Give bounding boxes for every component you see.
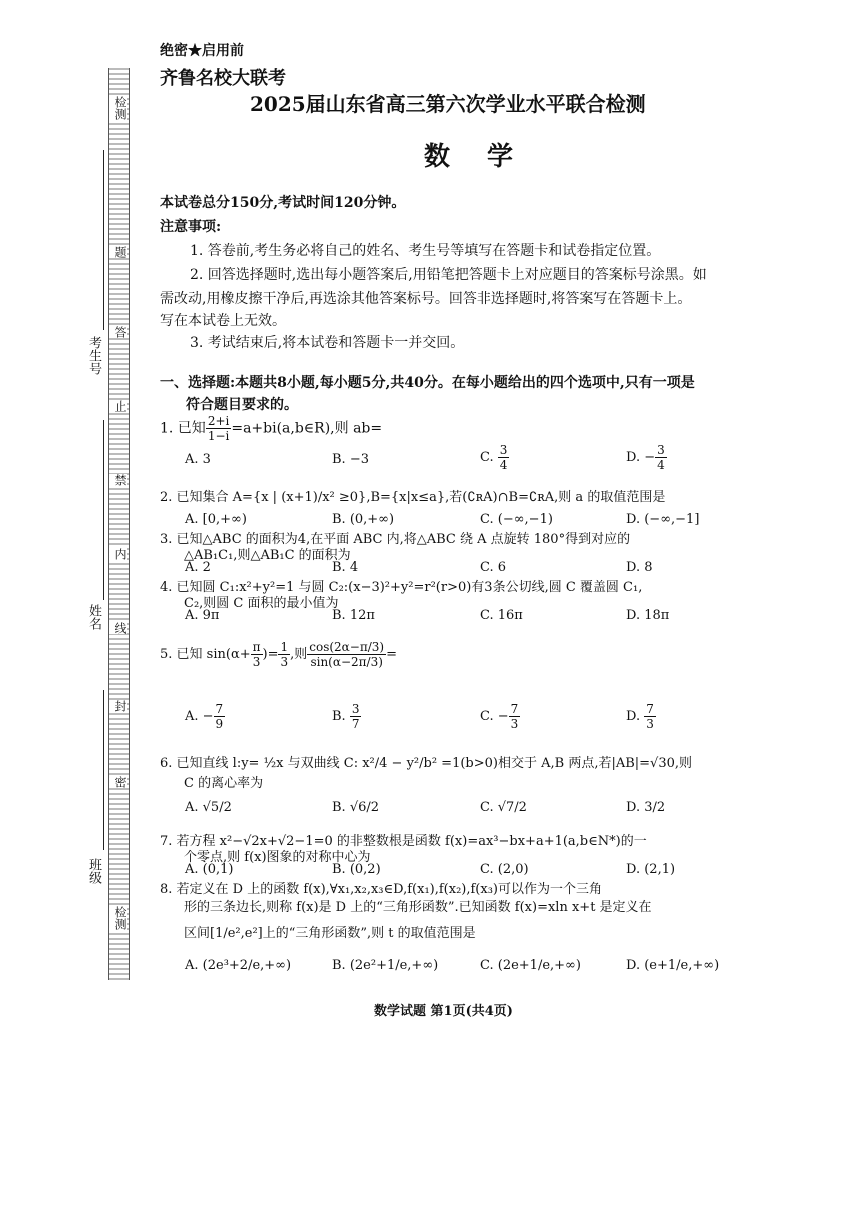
strip-word: 封 (109, 700, 127, 712)
q4-option-b: B. 12π (332, 608, 375, 623)
q5-a-label: A. − (185, 709, 214, 724)
strip-word: 题 (109, 246, 127, 258)
q7-option-d: D. (2,1) (626, 862, 676, 877)
q5-b-num: 3 (351, 702, 360, 716)
q5-d-frac (644, 702, 656, 731)
q5-b-frac (350, 702, 362, 731)
secret-mark: 绝密★启用前 (160, 43, 244, 59)
q5-option-b (332, 702, 361, 731)
question-3: 3. 已知△ABC 的面积为4,在平面 ABC 内,将△ABC 绕 A 点旋转 180°得到对应的 (160, 532, 631, 547)
q5-a-den: 9 (215, 717, 224, 731)
question-3b: △AB₁C₁,则△AB₁C 的面积为 (184, 548, 351, 563)
q5-pre: 5. 已知 sin(α+ (160, 647, 251, 662)
q8-option-d: D. (e+1/e,+∞) (626, 958, 720, 973)
section-heading: 一、选择题:本题共8小题,每小题5分,共40分。在每小题给出的四个选项中,只有一项是 (160, 375, 695, 391)
q1-d-label: D. − (626, 450, 656, 465)
q5-c-frac (509, 702, 521, 731)
q5-3: 3 (252, 655, 261, 669)
q5-val-den: 3 (280, 655, 289, 669)
question-8b: 形的三条边长,则称 f(x)是 D 上的“三角形函数”.已知函数 f(x)=xln x+t 是定义在 (184, 900, 652, 915)
question-6: 6. 已知直线 l:y= ½x 与双曲线 C: x²/4 − y²/b² =1(b>0)相交于 A,B 两点,若|AB|=√30,则 (160, 756, 692, 771)
notice-1: 1. 答卷前,考生务必将自己的姓名、考生号等填写在答题卡和试卷指定位置。 (190, 243, 661, 259)
q5-option-a (185, 702, 225, 731)
strip-word: 禁 (109, 474, 127, 486)
label-exam-number: 考生号 (86, 336, 101, 375)
q1-c-num: 3 (499, 443, 508, 457)
question-6b: C 的离心率为 (184, 776, 264, 791)
q5-d-den: 3 (646, 717, 654, 731)
strip-word: 止 (109, 400, 127, 412)
q5-expr (307, 640, 386, 669)
strip-word: 密 (109, 776, 127, 788)
q4-option-a: A. 9π (185, 608, 220, 623)
q4-option-c: C. 16π (480, 608, 523, 623)
strip-word: 检测 (109, 906, 127, 930)
fill-line (103, 690, 104, 850)
q5-val (278, 640, 290, 669)
q1-num: 2+i (207, 414, 230, 428)
question-7b: 个零点,则 f(x)图象的对称中心为 (184, 850, 371, 865)
q1-den: 1−i (207, 429, 230, 443)
q2-option-b: B. (0,+∞) (332, 512, 395, 527)
q6-option-a: A. √5/2 (185, 800, 232, 815)
strip-word: 检测 (109, 96, 127, 120)
q5-pi3 (251, 640, 263, 669)
section-heading-2: 符合题目要求的。 (186, 397, 298, 413)
q5-den: sin(α−2π/3) (310, 655, 383, 669)
q1-option-c (480, 443, 509, 472)
q5-val-num: 1 (280, 640, 289, 654)
q5-option-c (480, 702, 520, 731)
question-7: 7. 若方程 x²−√2x+√2−1=0 的非整数根是函数 f(x)=ax³−bx+a+1(a,b∈N*)的一 (160, 834, 647, 849)
notice-3: 3. 考试结束后,将本试卷和答题卡一并交回。 (190, 335, 465, 351)
q5-eq: = (386, 647, 397, 662)
question-8c: 区间[1/e²,e²]上的“三角形函数”,则 t 的取值范围是 (184, 926, 476, 941)
strip-word: 内 (109, 548, 127, 560)
q7-option-c: C. (2,0) (480, 862, 529, 877)
fill-line (103, 150, 104, 330)
q8-option-a: A. (2e³+2/e,+∞) (185, 958, 292, 973)
q3-option-a: A. 2 (185, 560, 211, 575)
q1-c-frac (498, 443, 510, 472)
exam-title: 2025届山东省高三第六次学业水平联合检测 (250, 92, 646, 116)
q5-b-den: 7 (351, 717, 360, 731)
subject-title: 数 学 (424, 142, 528, 172)
q5-d-num: 7 (646, 702, 654, 716)
q5-c-den: 3 (510, 717, 519, 731)
question-2: 2. 已知集合 A={x | (x+1)/x² ≥0},B={x|x≤a},若(∁ʀA)∩B=∁ʀA,则 a 的取值范围是 (160, 490, 666, 505)
q5-d-label: D. (626, 709, 641, 724)
q1-d-num: 3 (657, 443, 665, 457)
question-5 (160, 640, 397, 669)
q5-then: ,则 (290, 647, 308, 662)
q1-c-label: C. (480, 450, 494, 465)
q5-a-frac (214, 702, 226, 731)
q5-mid: )= (262, 647, 279, 662)
q8-option-c: C. (2e+1/e,+∞) (480, 958, 581, 973)
question-4: 4. 已知圆 C₁:x²+y²=1 与圆 C₂:(x−3)²+y²=r²(r>0)有3条公切线,圆 C 覆盖圆 C₁, (160, 580, 643, 595)
q5-num: cos(2α−π/3) (309, 640, 385, 654)
q1-d-frac (655, 443, 667, 472)
q6-option-c: C. √7/2 (480, 800, 527, 815)
strip-word: 答 (109, 326, 127, 338)
notice-2b: 需改动,用橡皮擦干净后,再选涂其他答案标号。回答非选择题时,将答案写在答题卡上。 (160, 291, 692, 307)
q3-option-b: B. 4 (332, 560, 359, 575)
q1-pre: 1. 已知 (160, 420, 206, 437)
q1-fraction (206, 414, 232, 443)
q1-option-b: B. −3 (332, 452, 369, 467)
q5-a-num: 7 (215, 702, 224, 716)
fill-line (103, 420, 104, 600)
q4-option-d: D. 18π (626, 608, 670, 623)
q3-option-c: C. 6 (480, 560, 507, 575)
q5-c-num: 7 (510, 702, 519, 716)
q1-post: =a+bi(a,b∈R),则 ab= (231, 420, 383, 437)
notice-2c: 写在本试卷上无效。 (160, 313, 286, 329)
strip-word: 线 (109, 622, 127, 634)
q3-option-d: D. 8 (626, 560, 653, 575)
q1-c-den: 4 (499, 458, 508, 472)
binding-strip (108, 68, 130, 980)
page-footer: 数学试题 第1页(共4页) (374, 1004, 513, 1019)
q1-option-d (626, 443, 667, 472)
q6-option-b: B. √6/2 (332, 800, 380, 815)
notice-2a: 2. 回答选择题时,选出每小题答案后,用铅笔把答题卡上对应题目的答案标号涂黑。如 (190, 267, 707, 283)
label-name: 姓名 (86, 604, 101, 630)
q5-b-label: B. (332, 709, 346, 724)
intro-line: 本试卷总分150分,考试时间120分钟。 (160, 195, 406, 211)
question-4b: C₂,则圆 C 面积的最小值为 (184, 596, 339, 611)
question-1 (160, 414, 382, 443)
q7-option-a: A. (0,1) (185, 862, 234, 877)
q8-option-b: B. (2e²+1/e,+∞) (332, 958, 439, 973)
q5-c-label: C. − (480, 709, 509, 724)
notice-heading: 注意事项: (160, 219, 222, 235)
org-name: 齐鲁名校大联考 (160, 68, 286, 89)
q6-option-d: D. 3/2 (626, 800, 666, 815)
q2-option-c: C. (−∞,−1) (480, 512, 553, 527)
q5-option-d (626, 702, 656, 731)
q2-option-d: D. (−∞,−1] (626, 512, 700, 527)
label-class: 班级 (86, 858, 101, 884)
q1-d-den: 4 (657, 458, 665, 472)
q7-option-b: B. (0,2) (332, 862, 381, 877)
q2-option-a: A. [0,+∞) (185, 512, 247, 527)
q1-option-a: A. 3 (185, 452, 211, 467)
q5-pi: π (252, 640, 261, 654)
question-8: 8. 若定义在 D 上的函数 f(x),∀x₁,x₂,x₃∈D,f(x₁),f(x₂),f(x₃)可以作为一个三角 (160, 882, 602, 897)
